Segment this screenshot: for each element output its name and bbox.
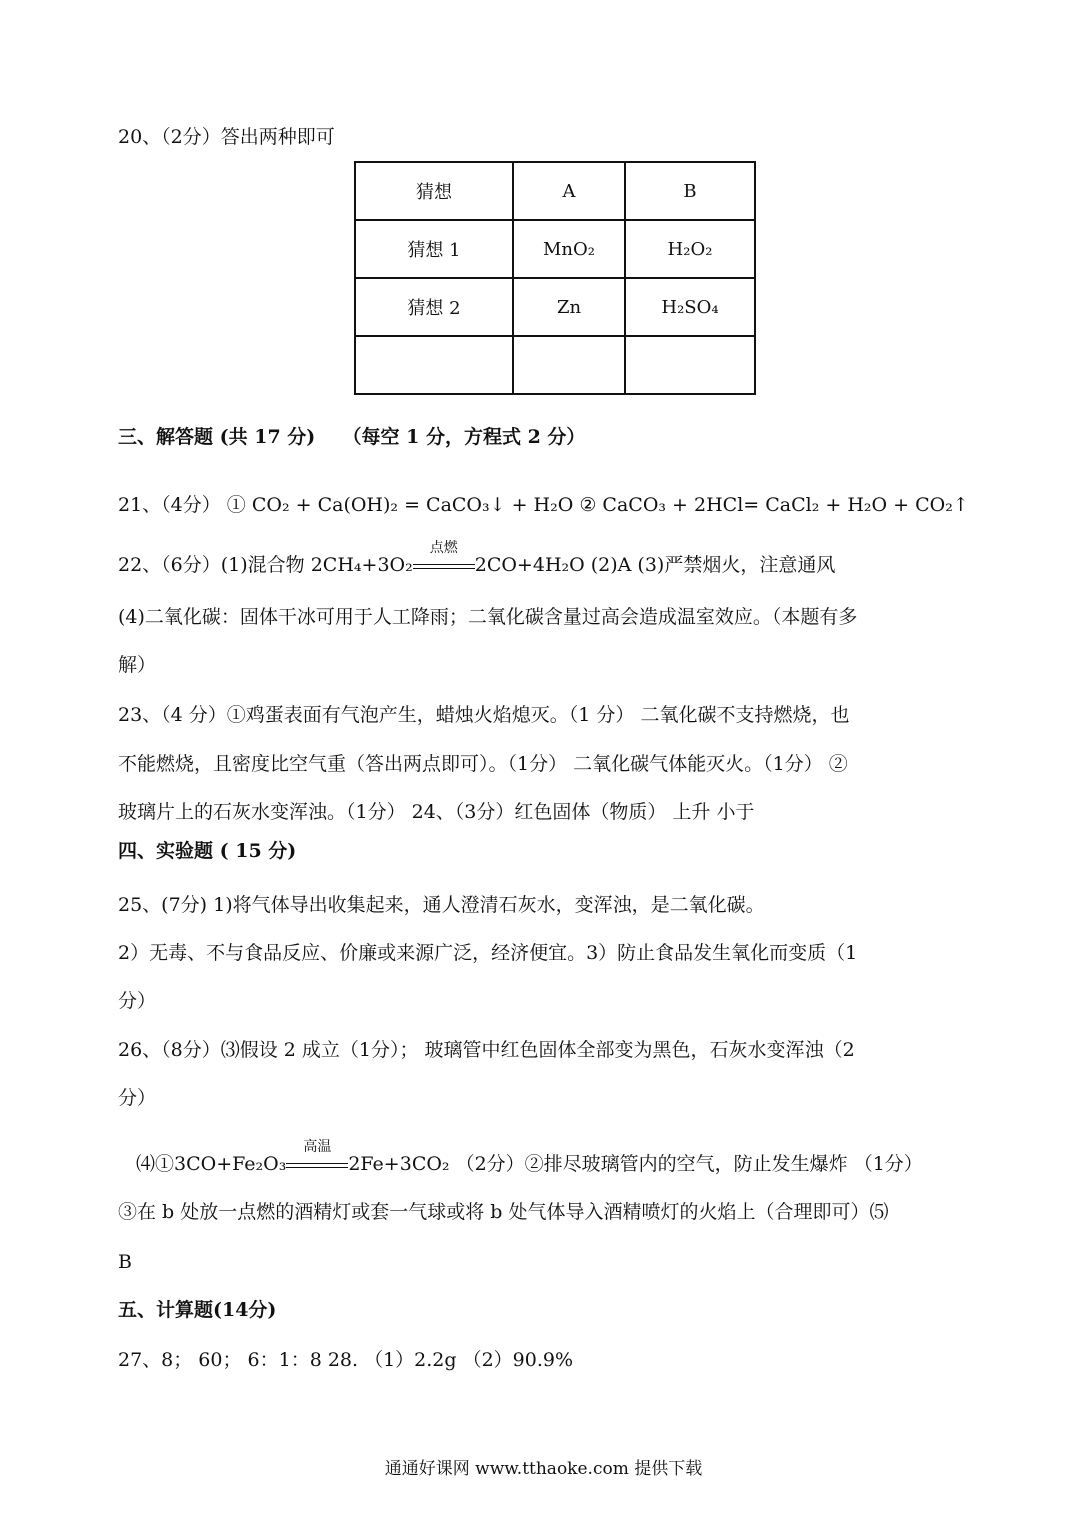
reaction-condition: 点燃 [429,540,458,556]
table-cell: H₂SO₄ [625,278,755,336]
q22-line1 [118,540,836,578]
table-header-cell: A [513,162,625,220]
q22-line2: (4)二氧化碳：固体干冰可用于人工降雨；二氧化碳含量过高会造成温室效应。（本题有多 [118,606,858,628]
reaction-arrow [286,1139,348,1177]
q22-suffix: 2CO+4H₂O (2)A (3)严禁烟火，注意通风 [474,554,836,576]
q27-q28-answers: 27、8； 60； 6：1：8 28. （1）2.2g （2）90.9% [118,1349,574,1371]
table-header-row [355,162,755,220]
q22-line3: 解） [118,654,157,676]
section3-heading [118,424,585,450]
section4-title: 四、实验题 ( 15 分) [118,840,297,862]
table-cell [355,336,513,394]
q23-line2: 不能燃烧，且密度比空气重（答出两点即可）。（1分） 二氧化碳气体能灭火。（1分） ② [118,753,848,775]
section3-note: （每空 1 分，方程式 2 分） [342,426,586,448]
q25-line1: 25、(7分) 1)将气体导出收集起来，通人澄清石灰水，变浑浊，是二氧化碳。 [118,894,765,916]
section5-title: 五、计算题(14分) [118,1299,277,1321]
table-cell [513,336,625,394]
table-cell: 猜想 2 [355,278,513,336]
table-row [355,220,755,278]
q21-answer: 21、（4分） ① CO₂ + Ca(OH)₂ = CaCO₃↓ + H₂O ② CaCO₃ + 2HCl= CaCl₂ + H₂O + CO₂↑ [118,494,969,516]
q26-eq-suffix: 2Fe+3CO₂ （2分）②排尽玻璃管内的空气，防止发生爆炸 （1分） [348,1153,923,1175]
table-cell [625,336,755,394]
q26-line1: 26、（8分）⑶假设 2 成立（1分）； 玻璃管中红色固体全部变为黑色，石灰水变浑浊（2 [118,1039,855,1061]
q26-equation-line [136,1139,923,1177]
q26-eq-prefix: ⑷①3CO+Fe₂O₃ [136,1153,287,1175]
reaction-arrow [413,540,475,578]
q26-line5: B [118,1251,132,1273]
table-row [355,336,755,394]
table-cell: MnO₂ [513,220,625,278]
page-footer: 通通好课网 www.tthaoke.com 提供下载 [384,1459,703,1479]
q26-line2: 分） [118,1087,157,1109]
table-row [355,278,755,336]
q25-line2: 2）无毒、不与食品反应、价廉或来源广泛，经济便宜。3）防止食品发生氧化而变质（1 [118,942,858,964]
section3-title: 三、解答题 (共 17 分) [118,426,316,448]
q23-line1: 23、（4 分）①鸡蛋表面有气泡产生，蜡烛火焰熄灭。（1 分） 二氧化碳不支持燃烧，也 [118,704,850,726]
q25-line3: 分） [118,990,157,1012]
table-header-cell: B [625,162,755,220]
q22-prefix: 22、（6分）(1)混合物 2CH₄+3O₂ [118,554,413,576]
table-cell: 猜想 1 [355,220,513,278]
q26-line4: ③在 b 处放一点燃的酒精灯或套一气球或将 b 处气体导入酒精喷灯的火焰上（合理即可）⑸ [118,1201,889,1223]
q23-line3: 玻璃片上的石灰水变浑浊。（1分） 24、（3分）红色固体（物质） 上升 小于 [118,801,755,823]
q20-header: 20、（2分）答出两种即可 [118,126,335,148]
reaction-condition: 高温 [303,1139,332,1155]
table-cell: Zn [513,278,625,336]
table-cell: H₂O₂ [625,220,755,278]
guess-table [354,161,756,395]
table-header-cell: 猜想 [355,162,513,220]
